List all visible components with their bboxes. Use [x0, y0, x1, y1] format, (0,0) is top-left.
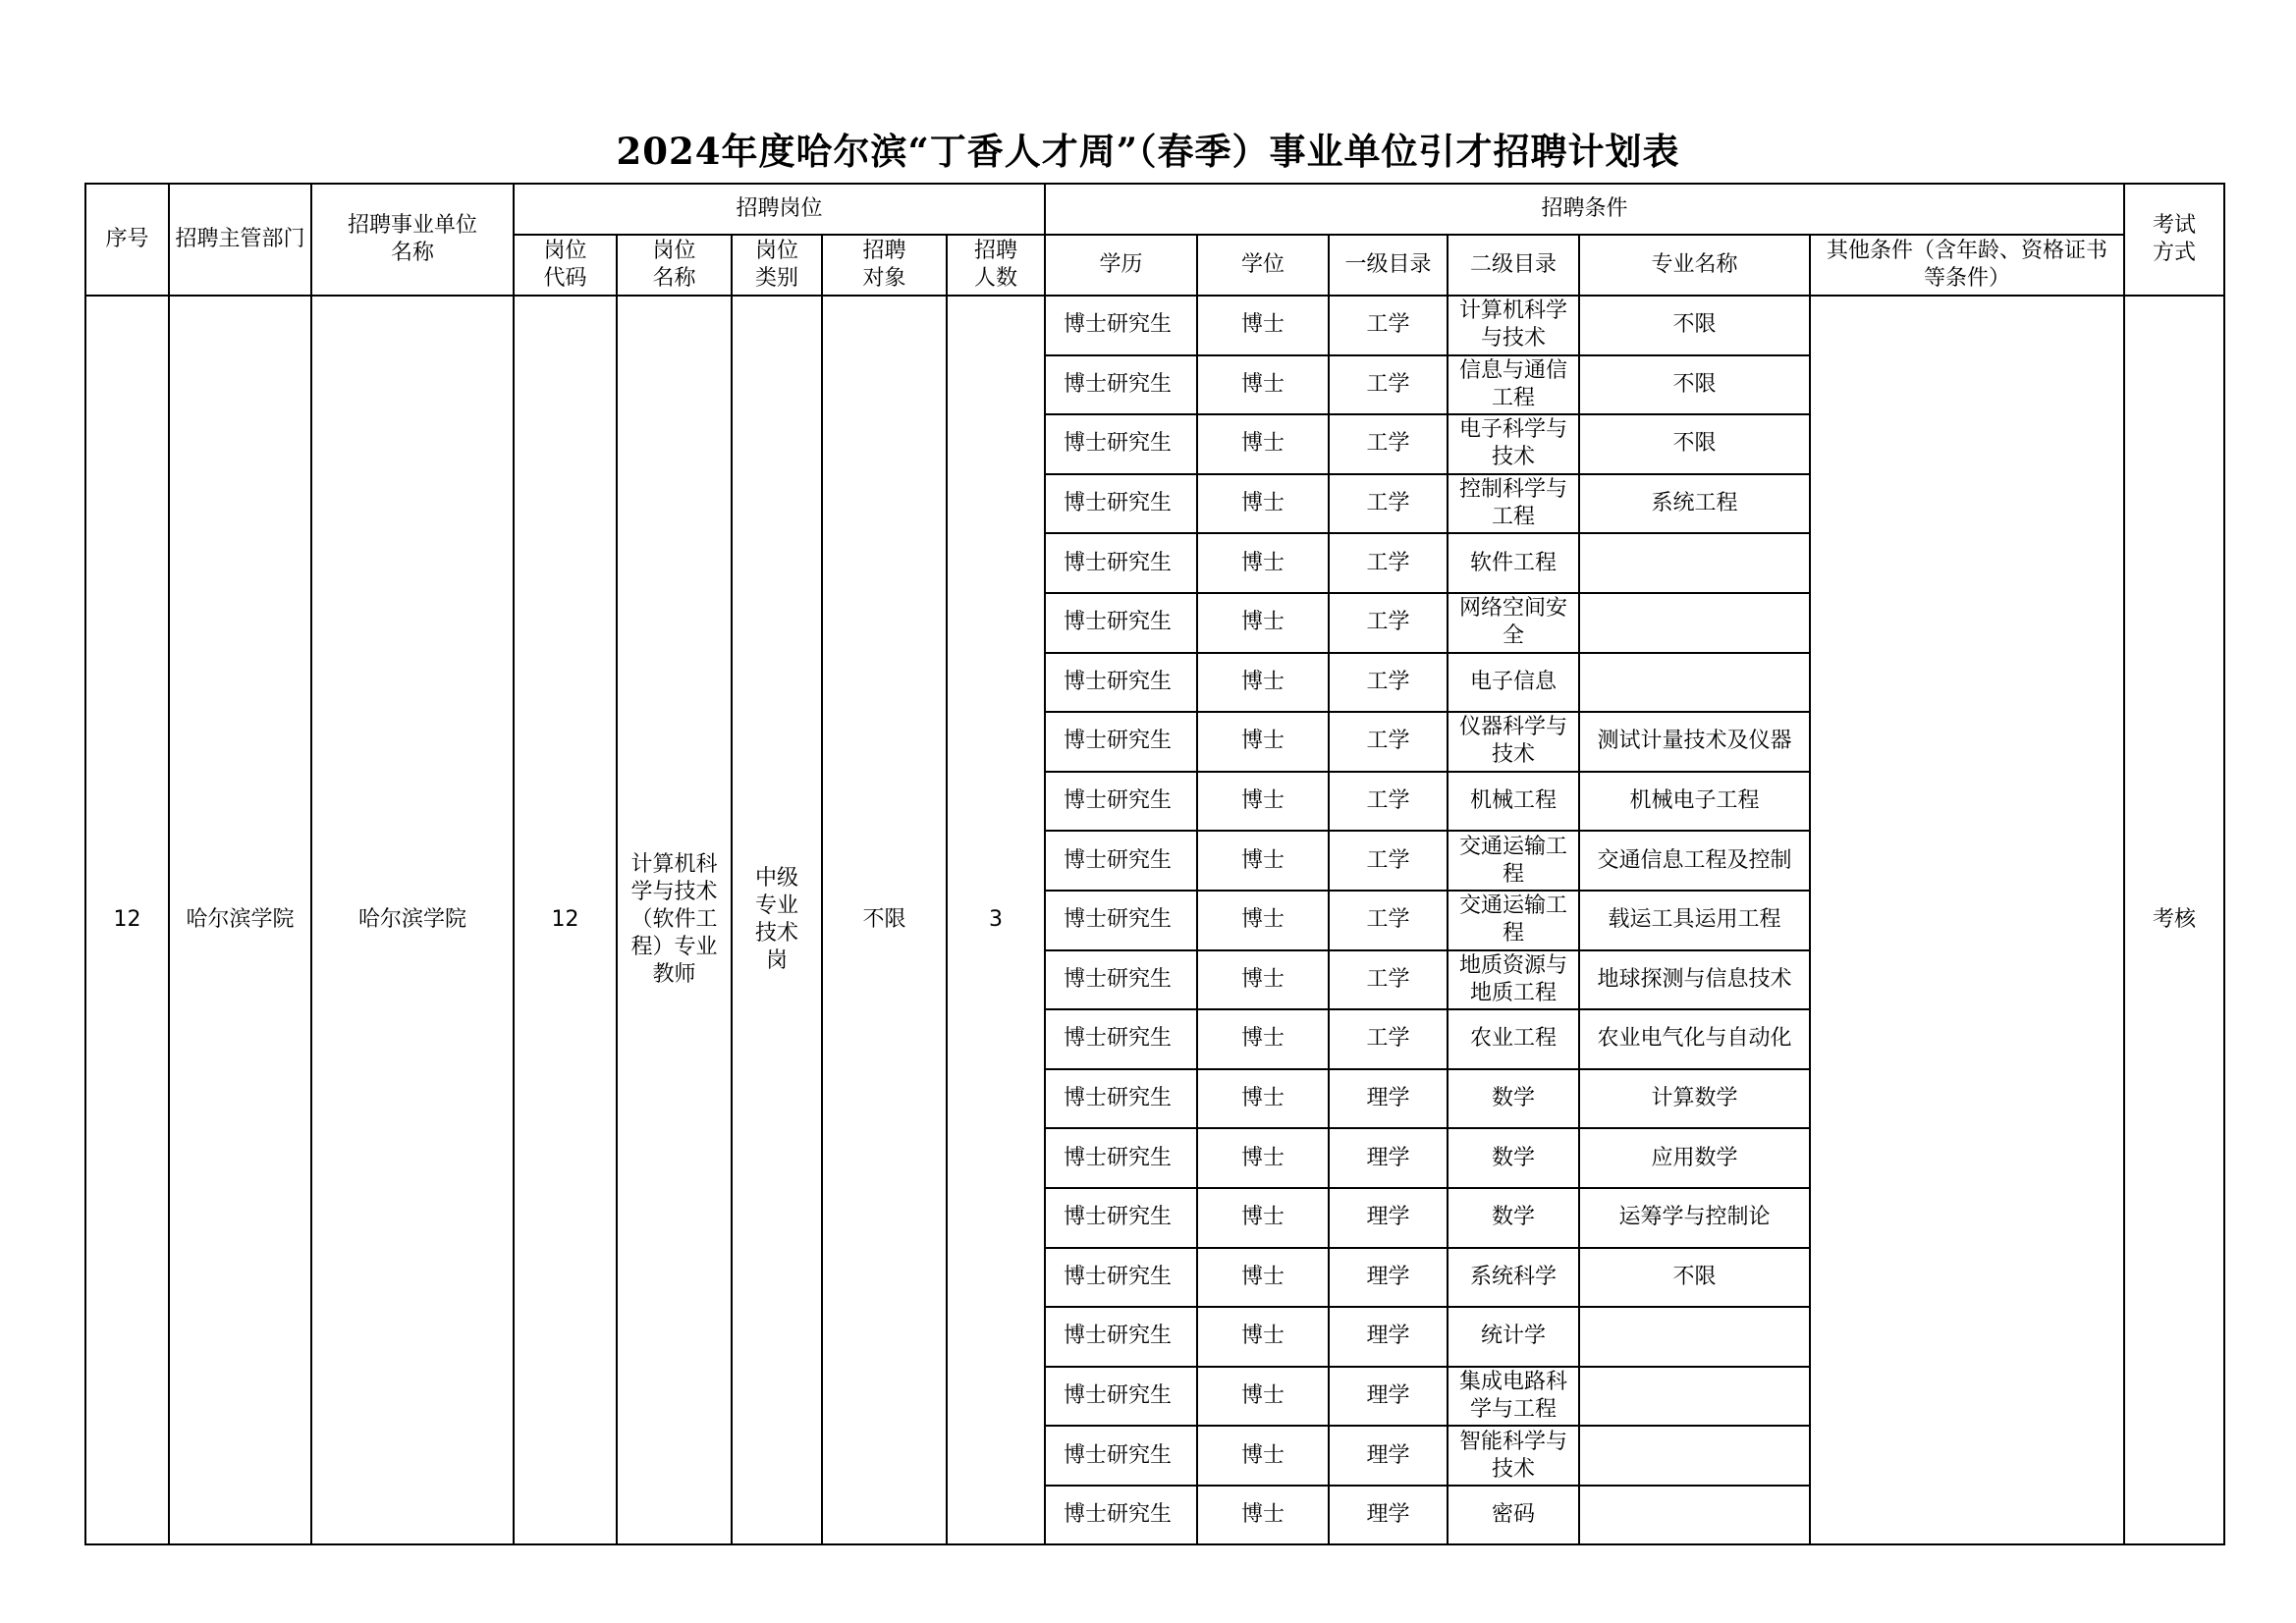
major-cell: 系统工程 — [1579, 474, 1810, 534]
degree-cell: 博士 — [1197, 653, 1329, 713]
header-major: 专业名称 — [1579, 235, 1810, 296]
dept-cell: 哈尔滨学院 — [169, 296, 311, 1544]
level2-cell: 机械工程 — [1448, 772, 1579, 832]
education-cell: 博士研究生 — [1045, 533, 1197, 593]
level1-cell: 工学 — [1329, 414, 1448, 474]
education-cell: 博士研究生 — [1045, 891, 1197, 950]
exam-cell: 考核 — [2124, 296, 2224, 1544]
level2-cell: 数学 — [1448, 1128, 1579, 1188]
other-cell — [1810, 296, 2124, 1544]
major-cell: 测试计量技术及仪器 — [1579, 712, 1810, 772]
major-cell: 不限 — [1579, 1248, 1810, 1308]
header-degree: 学位 — [1197, 235, 1329, 296]
major-cell — [1579, 1307, 1810, 1367]
header-position-type: 岗位类别 — [732, 235, 822, 296]
header-row-1 — [85, 184, 2224, 235]
education-cell: 博士研究生 — [1045, 772, 1197, 832]
major-cell — [1579, 653, 1810, 713]
level1-cell: 工学 — [1329, 296, 1448, 355]
education-cell: 博士研究生 — [1045, 1009, 1197, 1069]
level1-cell: 理学 — [1329, 1367, 1448, 1427]
education-cell: 博士研究生 — [1045, 1307, 1197, 1367]
degree-cell: 博士 — [1197, 1367, 1329, 1427]
level2-cell: 密码 — [1448, 1486, 1579, 1545]
major-cell — [1579, 593, 1810, 653]
degree-cell: 博士 — [1197, 831, 1329, 891]
degree-cell: 博士 — [1197, 1069, 1329, 1129]
level1-cell: 工学 — [1329, 950, 1448, 1010]
seq-cell: 12 — [85, 296, 169, 1544]
level1-cell: 理学 — [1329, 1188, 1448, 1248]
education-cell: 博士研究生 — [1045, 296, 1197, 355]
degree-cell: 博士 — [1197, 712, 1329, 772]
major-cell: 地球探测与信息技术 — [1579, 950, 1810, 1010]
level2-cell: 数学 — [1448, 1188, 1579, 1248]
level1-cell: 理学 — [1329, 1069, 1448, 1129]
level1-cell: 工学 — [1329, 653, 1448, 713]
education-cell: 博士研究生 — [1045, 1367, 1197, 1427]
major-cell: 运筹学与控制论 — [1579, 1188, 1810, 1248]
major-cell: 农业电气化与自动化 — [1579, 1009, 1810, 1069]
degree-cell: 博士 — [1197, 1426, 1329, 1486]
level2-cell: 智能科学与技术 — [1448, 1426, 1579, 1486]
education-cell: 博士研究生 — [1045, 653, 1197, 713]
table-row — [85, 296, 2224, 355]
level2-cell: 电子科学与技术 — [1448, 414, 1579, 474]
education-cell: 博士研究生 — [1045, 950, 1197, 1010]
document-title: 2024年度哈尔滨“丁香人才周”（春季）事业单位引才招聘计划表 — [616, 130, 1680, 173]
level2-cell: 交通运输工程 — [1448, 891, 1579, 950]
level1-cell: 理学 — [1329, 1307, 1448, 1367]
degree-cell: 博士 — [1197, 593, 1329, 653]
level2-cell: 网络空间安全 — [1448, 593, 1579, 653]
unit-cell: 哈尔滨学院 — [311, 296, 514, 1544]
level1-cell: 工学 — [1329, 533, 1448, 593]
degree-cell: 博士 — [1197, 1009, 1329, 1069]
major-cell — [1579, 1426, 1810, 1486]
level1-cell: 理学 — [1329, 1426, 1448, 1486]
header-count: 招聘人数 — [947, 235, 1045, 296]
major-cell: 机械电子工程 — [1579, 772, 1810, 832]
major-cell — [1579, 1367, 1810, 1427]
degree-cell: 博士 — [1197, 772, 1329, 832]
level1-cell: 工学 — [1329, 712, 1448, 772]
major-cell: 应用数学 — [1579, 1128, 1810, 1188]
degree-cell: 博士 — [1197, 1188, 1329, 1248]
degree-cell: 博士 — [1197, 891, 1329, 950]
header-unit: 招聘事业单位名称 — [311, 184, 514, 296]
major-cell: 不限 — [1579, 296, 1810, 355]
header-education: 学历 — [1045, 235, 1197, 296]
position-type-cell: 中级专业技术岗 — [732, 296, 822, 1544]
header-position-name: 岗位名称 — [617, 235, 732, 296]
level2-cell: 集成电路科学与工程 — [1448, 1367, 1579, 1427]
degree-cell: 博士 — [1197, 1486, 1329, 1545]
level2-cell: 控制科学与工程 — [1448, 474, 1579, 534]
education-cell: 博士研究生 — [1045, 474, 1197, 534]
level2-cell: 交通运输工程 — [1448, 831, 1579, 891]
degree-cell: 博士 — [1197, 533, 1329, 593]
level2-cell: 信息与通信工程 — [1448, 355, 1579, 415]
major-cell — [1579, 533, 1810, 593]
education-cell: 博士研究生 — [1045, 1248, 1197, 1308]
education-cell: 博士研究生 — [1045, 831, 1197, 891]
header-seq: 序号 — [85, 184, 169, 296]
education-cell: 博士研究生 — [1045, 414, 1197, 474]
education-cell: 博士研究生 — [1045, 1426, 1197, 1486]
position-code-cell: 12 — [514, 296, 617, 1544]
level1-cell: 理学 — [1329, 1248, 1448, 1308]
degree-cell: 博士 — [1197, 355, 1329, 415]
level1-cell: 工学 — [1329, 474, 1448, 534]
education-cell: 博士研究生 — [1045, 712, 1197, 772]
major-cell: 载运工具运用工程 — [1579, 891, 1810, 950]
level1-cell: 理学 — [1329, 1486, 1448, 1545]
degree-cell: 博士 — [1197, 1248, 1329, 1308]
major-cell: 不限 — [1579, 355, 1810, 415]
major-cell: 交通信息工程及控制 — [1579, 831, 1810, 891]
level1-cell: 理学 — [1329, 1128, 1448, 1188]
level1-cell: 工学 — [1329, 772, 1448, 832]
education-cell: 博士研究生 — [1045, 1486, 1197, 1545]
target-cell: 不限 — [822, 296, 947, 1544]
header-exam: 考试方式 — [2124, 184, 2224, 296]
level2-cell: 数学 — [1448, 1069, 1579, 1129]
count-cell: 3 — [947, 296, 1045, 1544]
level2-cell: 统计学 — [1448, 1307, 1579, 1367]
major-cell — [1579, 1486, 1810, 1545]
level2-cell: 地质资源与地质工程 — [1448, 950, 1579, 1010]
header-level1: 一级目录 — [1329, 235, 1448, 296]
position-name-cell: 计算机科学与技术（软件工程）专业教师 — [617, 296, 732, 1544]
major-cell: 计算数学 — [1579, 1069, 1810, 1129]
header-dept: 招聘主管部门 — [169, 184, 311, 296]
level1-cell: 工学 — [1329, 831, 1448, 891]
header-conditions-group: 招聘条件 — [1045, 184, 2124, 235]
level2-cell: 电子信息 — [1448, 653, 1579, 713]
level1-cell: 工学 — [1329, 891, 1448, 950]
degree-cell: 博士 — [1197, 1307, 1329, 1367]
header-position-code: 岗位代码 — [514, 235, 617, 296]
header-target: 招聘对象 — [822, 235, 947, 296]
education-cell: 博士研究生 — [1045, 355, 1197, 415]
level1-cell: 工学 — [1329, 355, 1448, 415]
education-cell: 博士研究生 — [1045, 1069, 1197, 1129]
degree-cell: 博士 — [1197, 474, 1329, 534]
level2-cell: 仪器科学与技术 — [1448, 712, 1579, 772]
level1-cell: 工学 — [1329, 1009, 1448, 1069]
recruitment-plan-table — [84, 183, 2225, 1545]
level2-cell: 农业工程 — [1448, 1009, 1579, 1069]
level1-cell: 工学 — [1329, 593, 1448, 653]
degree-cell: 博士 — [1197, 296, 1329, 355]
education-cell: 博士研究生 — [1045, 1128, 1197, 1188]
level2-cell: 计算机科学与技术 — [1448, 296, 1579, 355]
header-other: 其他条件（含年龄、资格证书等条件） — [1810, 235, 2124, 296]
education-cell: 博士研究生 — [1045, 1188, 1197, 1248]
degree-cell: 博士 — [1197, 414, 1329, 474]
level2-cell: 系统科学 — [1448, 1248, 1579, 1308]
header-level2: 二级目录 — [1448, 235, 1579, 296]
level2-cell: 软件工程 — [1448, 533, 1579, 593]
degree-cell: 博士 — [1197, 1128, 1329, 1188]
major-cell: 不限 — [1579, 414, 1810, 474]
education-cell: 博士研究生 — [1045, 593, 1197, 653]
header-position-group: 招聘岗位 — [514, 184, 1045, 235]
degree-cell: 博士 — [1197, 950, 1329, 1010]
